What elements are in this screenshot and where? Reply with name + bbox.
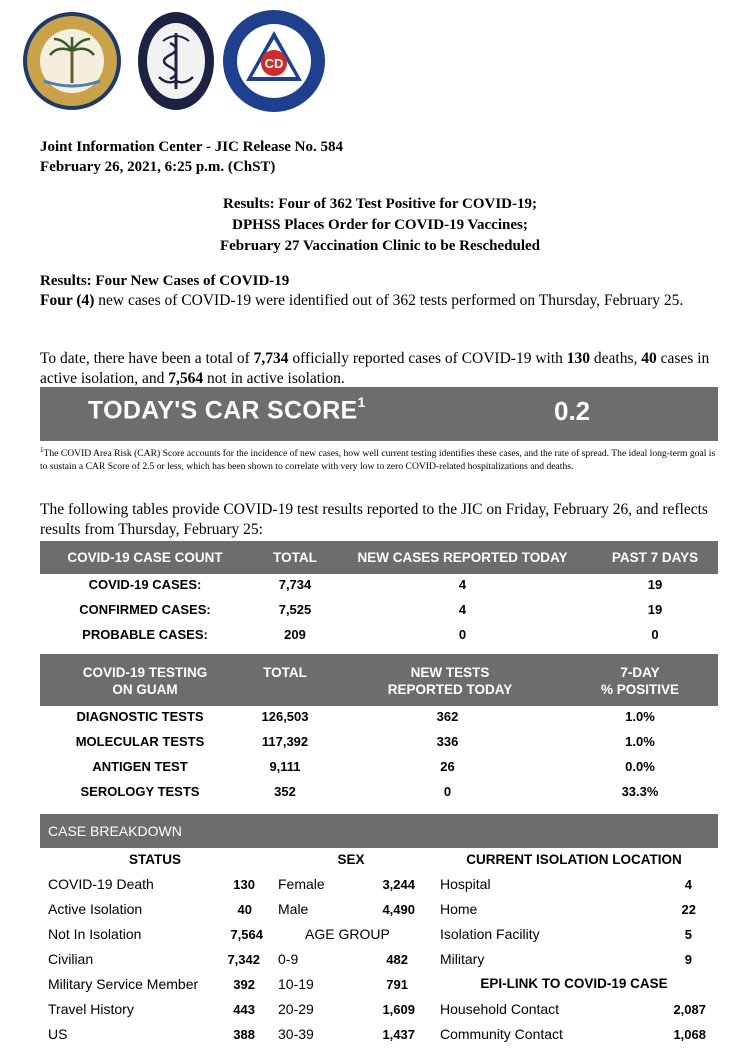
epi-value: 1,068 bbox=[673, 1027, 706, 1042]
status-value: 130 bbox=[233, 877, 255, 892]
status-label: Not In Isolation bbox=[48, 926, 142, 942]
age-group-header: AGE GROUP bbox=[305, 926, 390, 942]
case-row-new: 0 bbox=[458, 627, 467, 642]
release-datetime: February 26, 2021, 6:25 p.m. (ChST) bbox=[40, 159, 276, 175]
sex-value: 4,490 bbox=[382, 902, 415, 917]
testing-table-header bbox=[40, 654, 718, 706]
testing-row-total: 126,503 bbox=[261, 709, 309, 724]
epi-label: Household Contact bbox=[440, 1001, 560, 1017]
location-label: Isolation Facility bbox=[440, 926, 540, 942]
results-subhead: Results: Four New Cases of COVID-19 bbox=[40, 273, 290, 289]
testing-row-positive: 1.0% bbox=[625, 709, 655, 724]
epi-value: 2,087 bbox=[673, 1002, 706, 1017]
status-header: STATUS bbox=[129, 852, 181, 867]
status-value: 443 bbox=[233, 1002, 255, 1017]
case-breakdown-banner bbox=[40, 814, 718, 848]
car-score-value: 0.2 bbox=[554, 396, 591, 426]
release-number: Joint Information Center - JIC Release No. 584 bbox=[40, 139, 344, 155]
status-value: 7,342 bbox=[227, 952, 260, 967]
epi-link-header: EPI-LINK TO COVID-19 CASE bbox=[480, 976, 668, 991]
testing-row-new: 0 bbox=[443, 784, 452, 799]
age-label: 20-29 bbox=[278, 1001, 314, 1017]
location-header: CURRENT ISOLATION LOCATION bbox=[466, 852, 682, 867]
case-row-label: PROBABLE CASES: bbox=[82, 627, 208, 642]
case-row-new: 4 bbox=[458, 602, 467, 617]
testing-row-positive: 33.3% bbox=[621, 784, 659, 799]
status-value: 40 bbox=[237, 902, 252, 917]
status-label: Active Isolation bbox=[48, 901, 143, 917]
case-row-total: 7,525 bbox=[278, 602, 312, 617]
case-row-total: 7,734 bbox=[278, 577, 312, 592]
car-footnote: $^1$The COVID Area Risk (CAR) Score accounts for the incidence of new cases, how well current testing identifies these cases, and the rate of spread. The ideal long-term goal is to sustain a CAR Score of 2.5 or less, which has been shown to correlate with very low to zero COVID-related hospitalizations and deaths. bbox=[40, 446, 716, 472]
status-label: US bbox=[48, 1026, 68, 1042]
results-paragraph-2: To date, there have been a total of 7,734 officially reported cases of COVID-19 with 130 deaths, 40 cases in active isolation, and 7,564 not in active isolation. bbox=[40, 350, 710, 387]
status-value: 7,564 bbox=[230, 927, 263, 942]
headline-line-3: February 27 Vaccination Clinic to be Rescheduled bbox=[219, 238, 540, 254]
testing-header-new: NEW TESTS REPORTED TODAY bbox=[387, 665, 513, 697]
status-label: COVID-19 Death bbox=[48, 876, 154, 892]
case-header-past7: PAST 7 DAYS bbox=[611, 550, 699, 565]
age-value: 791 bbox=[386, 977, 408, 992]
headline-line-2: DPHSS Places Order for COVID-19 Vaccines; bbox=[232, 217, 528, 233]
age-label: 30-39 bbox=[278, 1026, 314, 1042]
car-score-banner bbox=[40, 387, 718, 441]
headline-line-1: Results: Four of 362 Test Positive for COVID-19; bbox=[222, 196, 537, 212]
case-table-header bbox=[40, 541, 718, 574]
age-value: 1,437 bbox=[382, 1027, 415, 1042]
testing-row-label: DIAGNOSTIC TESTS bbox=[76, 709, 204, 724]
testing-header-total: TOTAL bbox=[263, 665, 307, 680]
sex-label: Female bbox=[278, 876, 325, 892]
sex-header: SEX bbox=[337, 852, 365, 867]
car-score-title: TODAY'S CAR SCORE$^1$ bbox=[88, 394, 366, 425]
age-value: 482 bbox=[386, 952, 408, 967]
tables-intro: The following tables provide COVID-19 test results reported to the JIC on Friday, February 26, and reflects results from Thursday, February 25: bbox=[40, 501, 708, 538]
case-row-label: COVID-19 CASES: bbox=[88, 577, 202, 592]
testing-row-new: 362 bbox=[436, 709, 459, 724]
case-row-total: 209 bbox=[284, 627, 306, 642]
case-row-past7: 19 bbox=[647, 577, 663, 592]
civil-defense-seal-logo bbox=[221, 9, 327, 113]
testing-row-total: 117,392 bbox=[261, 734, 309, 749]
testing-row-positive: 1.0% bbox=[625, 734, 655, 749]
sex-label: Male bbox=[278, 901, 309, 917]
testing-row-new: 26 bbox=[440, 759, 455, 774]
case-row-label: CONFIRMED CASES: bbox=[79, 602, 211, 617]
testing-row-total: 9,111 bbox=[269, 759, 301, 774]
case-header-new: NEW CASES REPORTED TODAY bbox=[357, 550, 568, 565]
case-row-past7: 19 bbox=[647, 602, 663, 617]
case-breakdown-title: CASE BREAKDOWN bbox=[48, 823, 182, 839]
testing-row-label: SEROLOGY TESTS bbox=[80, 784, 200, 799]
case-header-label: COVID-19 CASE COUNT bbox=[67, 550, 223, 565]
location-label: Home bbox=[440, 901, 478, 917]
public-health-seal-logo bbox=[137, 11, 215, 111]
testing-row-label: ANTIGEN TEST bbox=[92, 759, 188, 774]
status-label: Civilian bbox=[48, 951, 94, 967]
results-paragraph-1: Four (4) new cases of COVID-19 were identified out of 362 tests performed on Thursday, February 25. bbox=[40, 292, 684, 309]
status-value: 388 bbox=[233, 1027, 255, 1042]
location-label: Hospital bbox=[440, 876, 491, 892]
testing-row-label: MOLECULAR TESTS bbox=[75, 734, 205, 749]
epi-label: Community Contact bbox=[440, 1026, 563, 1042]
sex-value: 3,244 bbox=[382, 877, 415, 892]
location-value: 9 bbox=[684, 952, 692, 967]
age-value: 1,609 bbox=[382, 1002, 415, 1017]
age-label: 10-19 bbox=[278, 976, 314, 992]
governors-seal-logo bbox=[22, 11, 122, 111]
location-value: 4 bbox=[684, 877, 692, 892]
age-label: 0-9 bbox=[278, 951, 299, 967]
status-label: Military Service Member bbox=[48, 976, 199, 992]
testing-row-new: 336 bbox=[436, 734, 459, 749]
status-label: Travel History bbox=[48, 1001, 134, 1017]
testing-row-positive: 0.0% bbox=[625, 759, 655, 774]
svg-text:CD: CD bbox=[264, 56, 284, 71]
status-value: 392 bbox=[233, 977, 255, 992]
testing-row-total: 352 bbox=[274, 784, 296, 799]
location-label: Military bbox=[440, 951, 485, 967]
case-header-total: TOTAL bbox=[273, 550, 317, 565]
testing-header-positive: 7-DAY % POSITIVE bbox=[600, 665, 680, 697]
case-row-new: 4 bbox=[458, 577, 467, 592]
location-value: 22 bbox=[681, 902, 696, 917]
case-row-past7: 0 bbox=[651, 627, 659, 642]
testing-header-label: COVID-19 TESTING ON GUAM bbox=[82, 665, 208, 697]
location-value: 5 bbox=[684, 927, 692, 942]
